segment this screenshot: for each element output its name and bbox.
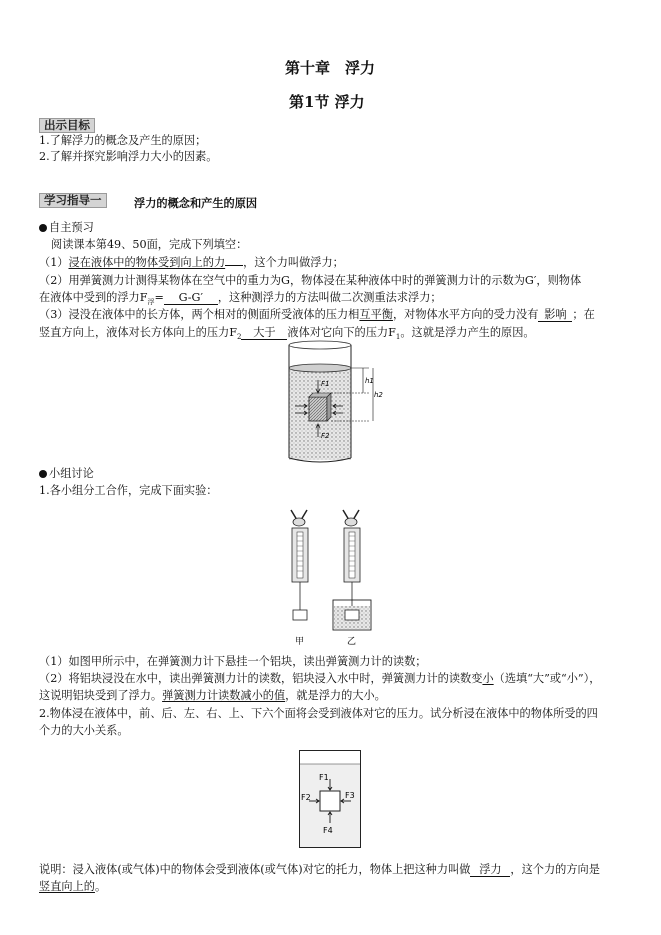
preview-q3-line1: （3）浸没在液体中的长方体，两个相对的侧面所受液体的压力相互平衡，对物体水平方向的受力没有 影响 ；在	[39, 308, 595, 321]
force-f3: F3	[345, 791, 355, 800]
sub2-answer: 小	[482, 672, 494, 685]
bullet-icon	[39, 224, 47, 232]
label-h2: h2	[374, 391, 383, 399]
figure-four-forces	[299, 750, 361, 848]
aluminum-block-a	[293, 610, 307, 620]
q3-answer3: 大于	[241, 326, 287, 340]
discussion-item2-line2: 个力的大小关系。	[39, 724, 129, 737]
goal-item: 1.了解浮力的概念及产生的原因；	[39, 134, 207, 147]
q3-answer2: 影响	[538, 308, 572, 322]
figure-spring-scales	[281, 506, 391, 652]
preview-q2-line2: 在液体中受到的浮力$F_浮= G-G'$ ，这种测浮力的方法叫做二次测重法求浮力；	[39, 291, 442, 307]
object-square	[320, 791, 340, 811]
force-f1: F1	[319, 773, 329, 782]
chapter-title: 第十章 浮力	[285, 59, 376, 77]
goals-tag: 出示目标	[39, 118, 95, 133]
discussion-sub1: （1）如图甲所示中，在弹簧测力计下悬挂一个铝块，读出弹簧测力计的读数；	[39, 655, 427, 668]
bullet-icon	[39, 470, 47, 478]
preview-q3-line2: 竖直方向上，液体对长方体向上的压力$F_2$ 大于 液体对它向下的压力$F_1$。这就是浮力产生的原因。	[39, 326, 535, 342]
preview-heading: 自主预习	[39, 220, 94, 235]
discussion-sub2-line2: 这说明铝块受到了浮力。弹簧测力计读数减小的值，就是浮力的大小。	[39, 689, 386, 702]
discussion-item2-line1: 2.物体浸在液体中，前、后、左、右、上、下六个面将会受到液体对它的压力。试分析浸在液体中的物体所受的四	[39, 707, 598, 720]
figure-cylinder-block	[283, 340, 383, 464]
preview-q2-line1: （2）用弹簧测力计测得某物体在空气中的重力为G，物体浸在某种液体中时的弹簧测力计的示数为G′，则物体	[39, 274, 582, 287]
force-f4: F4	[323, 826, 333, 835]
goal-item: 2.了解并探究影响浮力大小的因素。	[39, 150, 218, 163]
q1-answer: 浸在液体中的物体受到向上的力	[68, 256, 226, 269]
fig-label-a: 甲	[295, 637, 305, 647]
aluminum-block-b	[345, 610, 359, 620]
fig-label-b: 乙	[347, 637, 357, 647]
block	[309, 397, 327, 421]
section-title: 第1节 浮力	[289, 93, 365, 111]
explain-answer1: 浮力	[470, 863, 510, 877]
label-f1: F1	[321, 380, 330, 388]
explain-answer2: 竖直向上的	[39, 880, 95, 893]
explain-line1: 说明：浸入液体(或气体)中的物体会受到液体(或气体)对它的托力，物体上把这种力叫做 浮力 ，这个力的方向是	[39, 863, 600, 876]
discussion-heading: 小组讨论	[39, 466, 94, 481]
label-f2: F2	[321, 432, 330, 440]
preview-intro: 阅读课本第49、50面，完成下列填空：	[51, 238, 248, 251]
preview-q1: （1）浸在液体中的物体受到向上的力 ，这个力叫做浮力；	[39, 256, 344, 269]
guide1-title: 浮力的概念和产生的原因	[134, 196, 258, 210]
guide1-tag: 学习指导一	[39, 193, 107, 208]
discussion-item1: 1.各小组分工合作，完成下面实验：	[39, 484, 218, 497]
q2-answer: G-G′	[164, 291, 218, 305]
discussion-sub2: （2）将铝块浸没在水中，读出弹簧测力计的读数，铝块浸入水中时，弹簧测力计的读数变小（选填“大”或“小”），	[39, 672, 601, 685]
sub2-answer2: 弹簧测力计读数减小的值	[162, 689, 286, 702]
label-h1: h1	[365, 377, 374, 385]
explain-line2: 竖直向上的。	[39, 880, 107, 893]
q3-answer1: 互平衡	[359, 308, 393, 321]
force-f2: F2	[301, 793, 311, 802]
